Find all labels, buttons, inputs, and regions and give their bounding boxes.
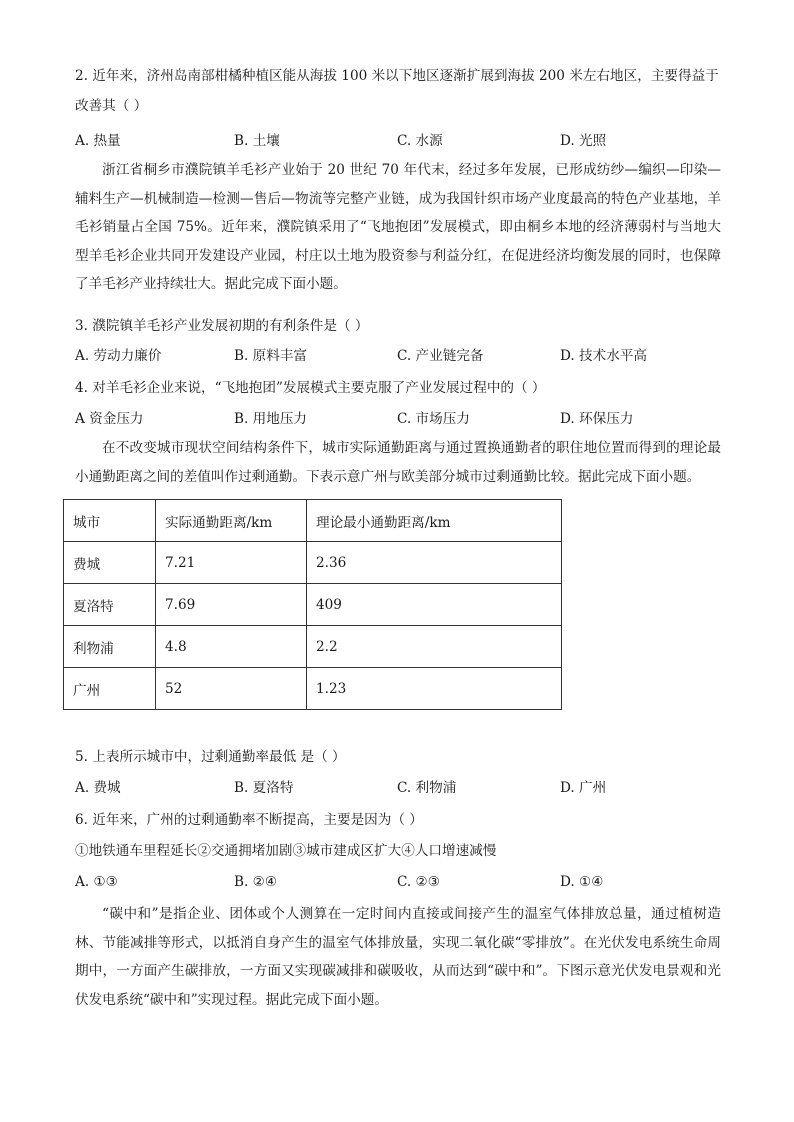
q4-option-d: D. 环保压力 — [560, 411, 634, 427]
table-cell: 7.21 — [156, 542, 307, 584]
q4-option-c: C. 市场压力 — [397, 411, 470, 427]
q2-options — [75, 131, 721, 151]
q2-stem-line1: 2. 近年来，济州岛南部柑橘种植区能从海拔 100 米以下地区逐渐扩展到海拔 200 米左右地区，主要得益于 — [75, 68, 719, 84]
table-cell: 广州 — [64, 668, 156, 710]
q6-choices: ①地铁通车里程延长②交通拥堵加剧③城市建成区扩大④人口增速减慢 — [75, 843, 497, 859]
q5-option-c: C. 利物浦 — [397, 780, 457, 796]
q2-option-d: D. 光照 — [560, 133, 607, 149]
table-cell: 夏洛特 — [64, 584, 156, 626]
q3-option-b: B. 原料丰富 — [234, 348, 308, 364]
q4-option-a: A 资金压力 — [75, 411, 144, 427]
q3-stem: 3. 濮院镇羊毛衫产业发展初期的有利条件是（ ） — [75, 318, 369, 334]
q4-option-b: B. 用地压力 — [234, 411, 308, 427]
q5-stem: 5. 上表所示城市中，过剩通勤率最低 是（ ） — [75, 749, 346, 765]
table-cell: 利物浦 — [64, 626, 156, 668]
q5-options — [75, 778, 721, 798]
table-header-cell: 理论最小通勤距离/km — [307, 500, 562, 542]
q3-options — [75, 346, 721, 366]
passage-carbon-neutral: “碳中和”是指企业、团体或个人测算在一定时间内直接或间接产生的温室气体排放总量，通过植树造林、节能减排等形式，以抵消自身产生的温室气体排放量，实现二氧化碳“零排放”。在光伏发电系统生命周期中，一方面产生碳排放，一方面又实现碳减排和碳吸收，从而达到“碳中和”。下图示意光伏发电景观和光伏发电系统“碳中和”实现过程。据此完成下面小题。 — [75, 906, 721, 1008]
table-header-cell: 城市 — [64, 500, 156, 542]
q6-option-c: C. ②③ — [397, 874, 440, 890]
table-cell: 409 — [307, 584, 562, 626]
table-header-cell: 实际通勤距离/km — [156, 500, 307, 542]
q4-stem: 4. 对羊毛衫企业来说，“飞地抱团”发展模式主要克服了产业发展过程中的（ ） — [75, 380, 546, 396]
q3-option-d: D. 技术水平高 — [560, 348, 648, 364]
table-cell: 2.36 — [307, 542, 562, 584]
table-row — [64, 542, 562, 584]
q3-option-c: C. 产业链完备 — [397, 348, 484, 364]
table-cell: 52 — [156, 668, 307, 710]
q2-stem-line2: 改善其（ ） — [75, 98, 148, 114]
table-cell: 1.23 — [307, 668, 562, 710]
q6-option-b: B. ②④ — [234, 874, 278, 890]
q2-option-c: C. 水源 — [397, 133, 443, 149]
table-cell: 7.69 — [156, 584, 307, 626]
q6-options — [75, 872, 721, 892]
q6-option-a: A. ①③ — [75, 874, 118, 890]
q2-option-b: B. 土壤 — [234, 133, 280, 149]
table-cell: 4.8 — [156, 626, 307, 668]
table-cell: 2.2 — [307, 626, 562, 668]
q5-option-a: A. 费城 — [75, 780, 121, 796]
q3-option-a: A. 劳动力廉价 — [75, 348, 162, 364]
table-row — [64, 584, 562, 626]
q5-option-b: B. 夏洛特 — [234, 780, 294, 796]
table-cell: 费城 — [64, 542, 156, 584]
commute-table — [63, 499, 562, 710]
q2-option-a: A. 热量 — [75, 133, 121, 149]
q6-stem: 6. 近年来，广州的过剩通勤率不断提高，主要是因为（ ） — [75, 812, 423, 828]
table-row — [64, 626, 562, 668]
passage-excess-commute: 在不改变城市现状空间结构条件下，城市实际通勤距离与通过置换通勤者的职住地位置而得到的理论最小通勤距离之间的差值叫作过剩通勤。下表示意广州与欧美部分城市过剩通勤比较。据此完成下面小题。 — [75, 440, 721, 485]
passage-wool-sweater: 浙江省桐乡市濮院镇羊毛衫产业始于 20 世纪 70 年代末，经过多年发展，已形成纺纱—编织—印染—辅料生产—机械制造—检测—售后—物流等完整产业链，成为我国针织市场产业度最高的特色产业基地，羊毛衫销量占全国 75%。近年来，濮院镇采用了“飞地抱团”发展模式，即由桐乡本地的经济薄弱村与当地大型羊毛衫企业共同开发建设产业园，村庄以土地为股资参与利益分红，在促进经济均衡发展的同时，也保障了羊毛衫产业持续壮大。据此完成下面小题。 — [75, 162, 721, 293]
q5-option-d: D. 广州 — [560, 780, 607, 796]
q6-option-d: D. ①④ — [560, 874, 604, 890]
table-row — [64, 668, 562, 710]
q4-options — [75, 409, 721, 429]
table-header-row — [64, 500, 562, 542]
